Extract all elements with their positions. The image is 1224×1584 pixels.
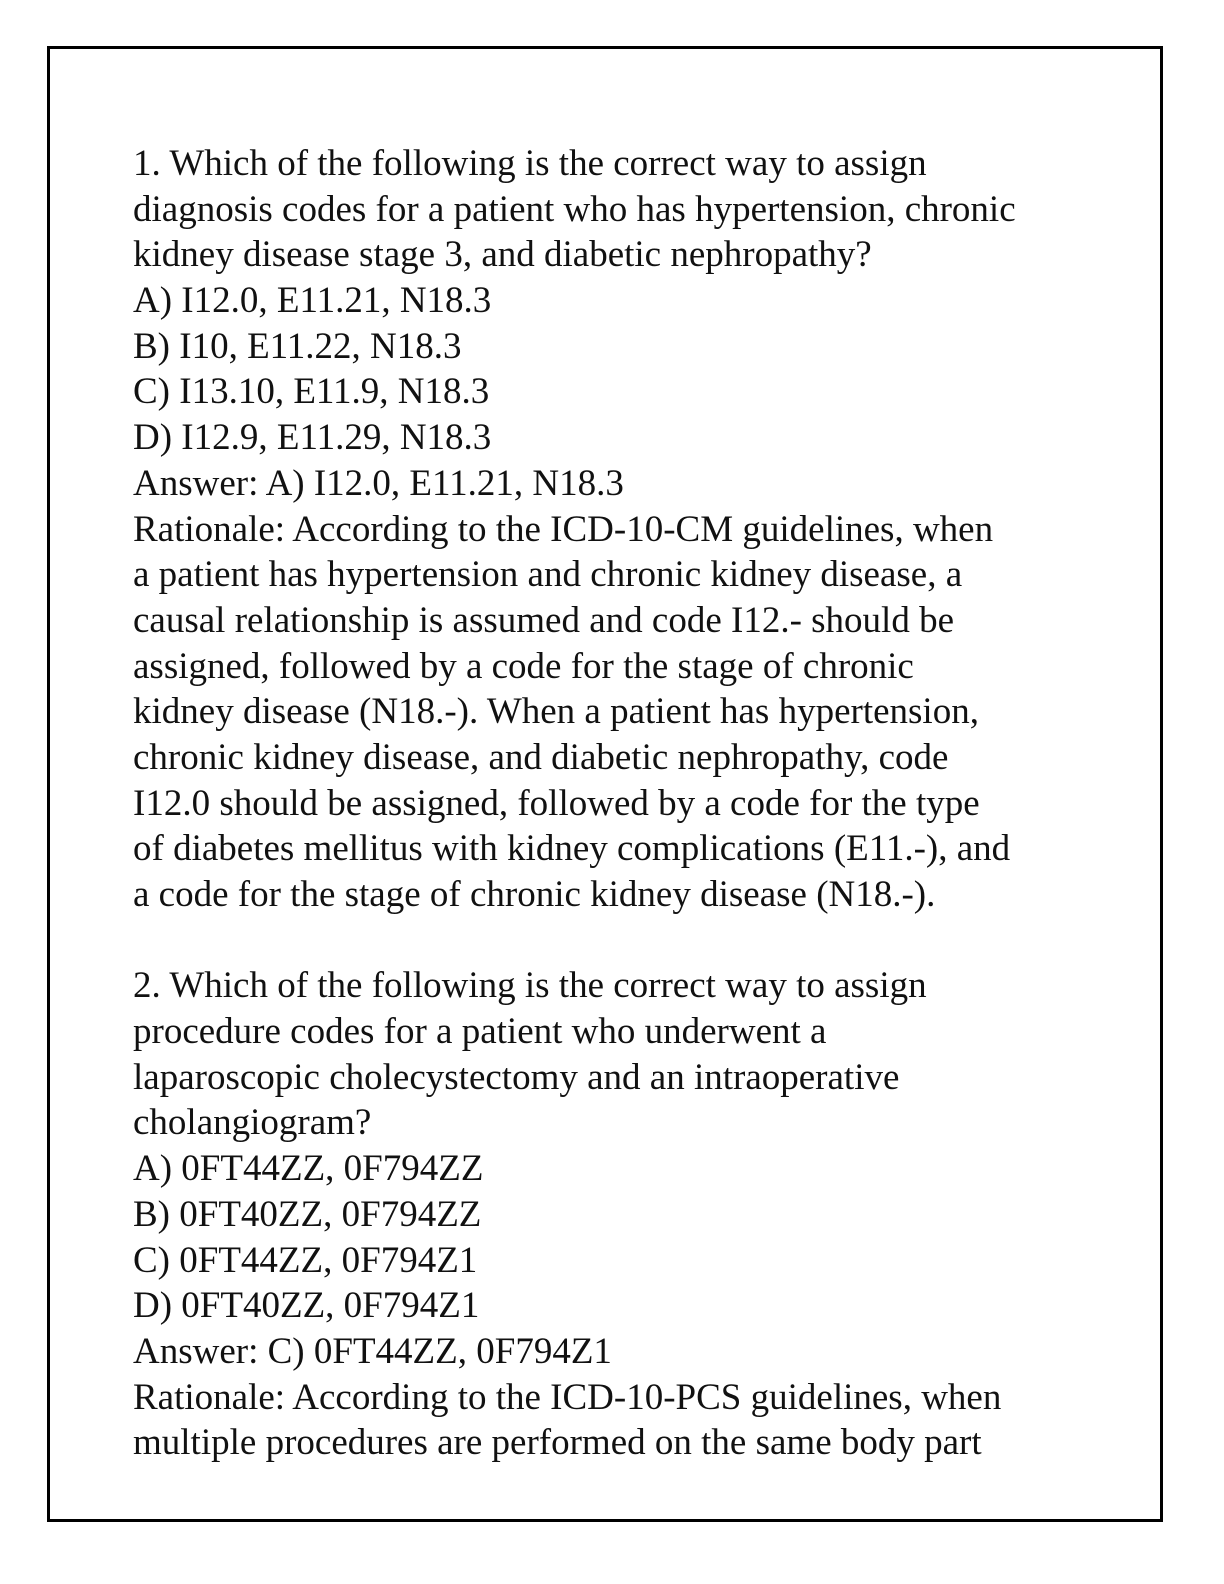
option-d: D) 0FT40ZZ, 0F794Z1 [133, 1285, 480, 1327]
question-stem-line: cholangiogram? [133, 1102, 372, 1144]
option-a: A) I12.0, E11.21, N18.3 [133, 280, 492, 322]
rationale-line: I12.0 should be assigned, followed by a code for the type [133, 782, 980, 824]
question-stem-line: laparoscopic cholecystectomy and an intraoperative [133, 1056, 900, 1098]
rationale-line: assigned, followed by a code for the stage of chronic [133, 645, 914, 687]
question-stem-line: 1. Which of the following is the correct way to assign [133, 143, 927, 184]
question-stem-line: 2. Which of the following is the correct way to assign [133, 965, 927, 1007]
rationale-line: Rationale: According to the ICD-10-PCS guidelines, when [133, 1376, 1002, 1418]
option-c: C) 0FT44ZZ, 0F794Z1 [133, 1239, 478, 1281]
question-stem-line: diagnosis codes for a patient who has hypertension, chronic [133, 188, 1016, 230]
option-b: B) I10, E11.22, N18.3 [133, 325, 462, 367]
paragraph-gap [133, 918, 1133, 964]
rationale-line: Rationale: According to the ICD-10-CM guidelines, when [133, 508, 994, 550]
rationale-line: a code for the stage of chronic kidney disease (N18.-). [133, 874, 936, 915]
option-c: C) I13.10, E11.9, N18.3 [133, 371, 490, 413]
question-stem-line: procedure codes for a patient who underwent a [133, 1011, 827, 1053]
option-d: D) I12.9, E11.29, N18.3 [133, 417, 492, 459]
option-b: B) 0FT40ZZ, 0F794ZZ [133, 1193, 482, 1235]
answer-line: Answer: A) I12.0, E11.21, N18.3 [133, 462, 624, 504]
rationale-line: multiple procedures are performed on the same body part [133, 1422, 982, 1464]
question-stem-line: kidney disease stage 3, and diabetic nephropathy? [133, 234, 872, 276]
answer-line: Answer: C) 0FT44ZZ, 0F794Z1 [133, 1330, 612, 1372]
question-1 [133, 141, 1133, 918]
rationale-line: kidney disease (N18.-). When a patient has hypertension, [133, 691, 979, 733]
rationale-line: chronic kidney disease, and diabetic nephropathy, code [133, 736, 949, 778]
document-body [133, 141, 1133, 1466]
rationale-line: a patient has hypertension and chronic kidney disease, a [133, 554, 963, 596]
question-2 [133, 963, 1133, 1466]
option-a: A) 0FT44ZZ, 0F794ZZ [133, 1148, 484, 1190]
rationale-line: of diabetes mellitus with kidney complications (E11.-), and [133, 828, 1011, 870]
rationale-line: causal relationship is assumed and code I12.- should be [133, 599, 954, 641]
